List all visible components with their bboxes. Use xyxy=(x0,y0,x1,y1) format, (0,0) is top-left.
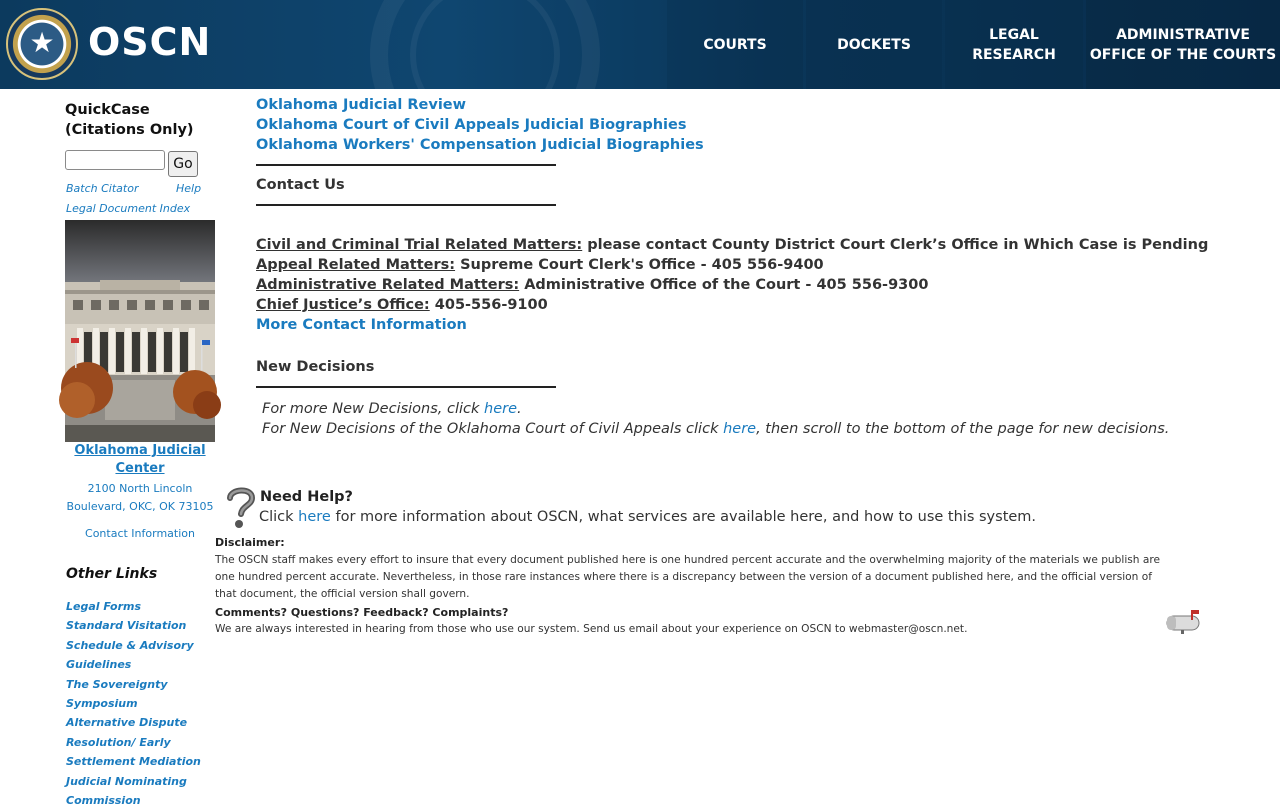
more-contact-information-link[interactable]: More Contact Information xyxy=(256,317,467,333)
mailbox-icon[interactable] xyxy=(1163,608,1203,634)
contact-chief-justice xyxy=(256,297,548,313)
batch-citator-link[interactable]: Batch Citator xyxy=(66,182,139,195)
contact-civil-criminal xyxy=(256,237,1208,253)
link-workers-comp-biographies[interactable]: Oklahoma Workers' Compensation Judicial Biographies xyxy=(256,137,704,153)
comments-text-part: . xyxy=(964,623,968,635)
help-link[interactable]: Help xyxy=(176,182,202,195)
other-link-legal-forms[interactable]: Legal Forms xyxy=(66,600,142,613)
disclaimer-title: Disclaimer: xyxy=(215,536,285,549)
contact-label: Administrative Related Matters: xyxy=(256,277,520,293)
decision-text: For New Decisions of the Oklahoma Court of Civil Appeals click xyxy=(262,421,724,437)
contact-value: 405-556-9100 xyxy=(429,297,548,313)
legal-document-index-link[interactable]: Legal Document Index xyxy=(66,202,191,215)
divider xyxy=(256,164,556,166)
need-help-here-link[interactable]: here xyxy=(298,509,331,525)
site-header xyxy=(0,0,1280,89)
help-text-part: Click xyxy=(259,509,299,525)
contact-administrative xyxy=(256,277,928,293)
contact-us-title: Contact Us xyxy=(256,177,345,193)
divider xyxy=(256,204,556,206)
judicial-center-photo xyxy=(65,220,215,442)
other-link-adr-mediation[interactable]: Alternative Dispute Resolution/ Early Settlement Mediation xyxy=(66,716,201,769)
other-link-judicial-nominating[interactable]: Judicial Nominating Commission xyxy=(66,774,187,808)
link-judicial-review[interactable]: Oklahoma Judicial Review xyxy=(256,97,467,113)
new-decisions-here-link[interactable]: here xyxy=(484,401,518,417)
comments-text xyxy=(215,623,967,635)
disclaimer-text: The OSCN staff makes every effort to insure that every document published here is one hundred percent accurate and the overwhelming majority of the materials we publish are one hundred percent accurate. Nevertheless, in those rare instances where there is a discrepancy between the version of a document published here, and the official version of that document, the official version shall govern. xyxy=(215,554,1160,600)
seal-star-icon: ★ xyxy=(29,26,55,59)
contact-label: Chief Justice’s Office: xyxy=(256,297,430,313)
decision-text: For more New Decisions, click xyxy=(262,401,485,417)
new-decisions-title: New Decisions xyxy=(256,359,375,375)
civil-appeals-decisions-line xyxy=(262,421,1169,437)
nav-legal-research[interactable]: LEGAL RESEARCH xyxy=(945,0,1083,89)
comments-title: Comments? Questions? Feedback? Complaints? xyxy=(215,606,509,619)
divider xyxy=(256,386,556,388)
building-illustration xyxy=(65,220,215,442)
question-mark-icon xyxy=(222,486,258,530)
decision-text: . xyxy=(517,401,522,417)
need-help-title: Need Help? xyxy=(260,489,353,505)
other-link-standard-visitation[interactable]: Standard Visitation Schedule & Advisory Guidelines xyxy=(66,619,194,672)
other-links-list xyxy=(66,597,216,810)
nav-administrative-office[interactable]: ADMINISTRATIVE OFFICE OF THE COURTS xyxy=(1086,0,1280,89)
other-links-title: Other Links xyxy=(66,566,158,582)
quickcase-go-button[interactable]: Go xyxy=(168,151,198,177)
contact-value: Supreme Court Clerk's Office - 405 556-9400 xyxy=(455,257,824,273)
contact-appeal xyxy=(256,257,824,273)
oklahoma-judicial-center-link[interactable]: Oklahoma Judicial Center xyxy=(74,443,206,476)
decision-text: , then scroll to the bottom of the page for new decisions. xyxy=(756,421,1170,437)
contact-value: please contact County District Court Clerk’s Office in Which Case is Pending xyxy=(582,237,1209,253)
civil-appeals-here-link[interactable]: here xyxy=(723,421,757,437)
contact-label: Appeal Related Matters: xyxy=(256,257,456,273)
site-logo-text[interactable]: OSCN xyxy=(88,20,212,64)
nav-dockets[interactable]: DOCKETS xyxy=(806,0,942,89)
help-text-part: for more information about OSCN, what services are available here, and how to use this system. xyxy=(330,509,1037,525)
new-decisions-line xyxy=(262,401,522,417)
other-link-sovereignty-symposium[interactable]: The Sovereignty Symposium xyxy=(66,677,168,711)
contact-label: Civil and Criminal Trial Related Matters: xyxy=(256,237,583,253)
contact-value: Administrative Office of the Court - 405 556-9300 xyxy=(519,277,929,293)
quickcase-input[interactable] xyxy=(65,150,165,170)
need-help-text xyxy=(259,509,1036,525)
nav-courts[interactable]: COURTS xyxy=(667,0,803,89)
comments-text-part: We are always interested in hearing from those who use our system. Send us email about your experience on OSCN to xyxy=(215,623,849,635)
judicial-center-address: 2100 North Lincoln Boulevard, OKC, OK 73105 xyxy=(66,482,214,513)
webmaster-email-link[interactable]: webmaster@oscn.net xyxy=(848,623,965,635)
contact-information-link[interactable]: Contact Information xyxy=(85,527,195,540)
quickcase-title: QuickCase (Citations Only) xyxy=(65,102,194,138)
link-civil-appeals-biographies[interactable]: Oklahoma Court of Civil Appeals Judicial Biographies xyxy=(256,117,687,133)
